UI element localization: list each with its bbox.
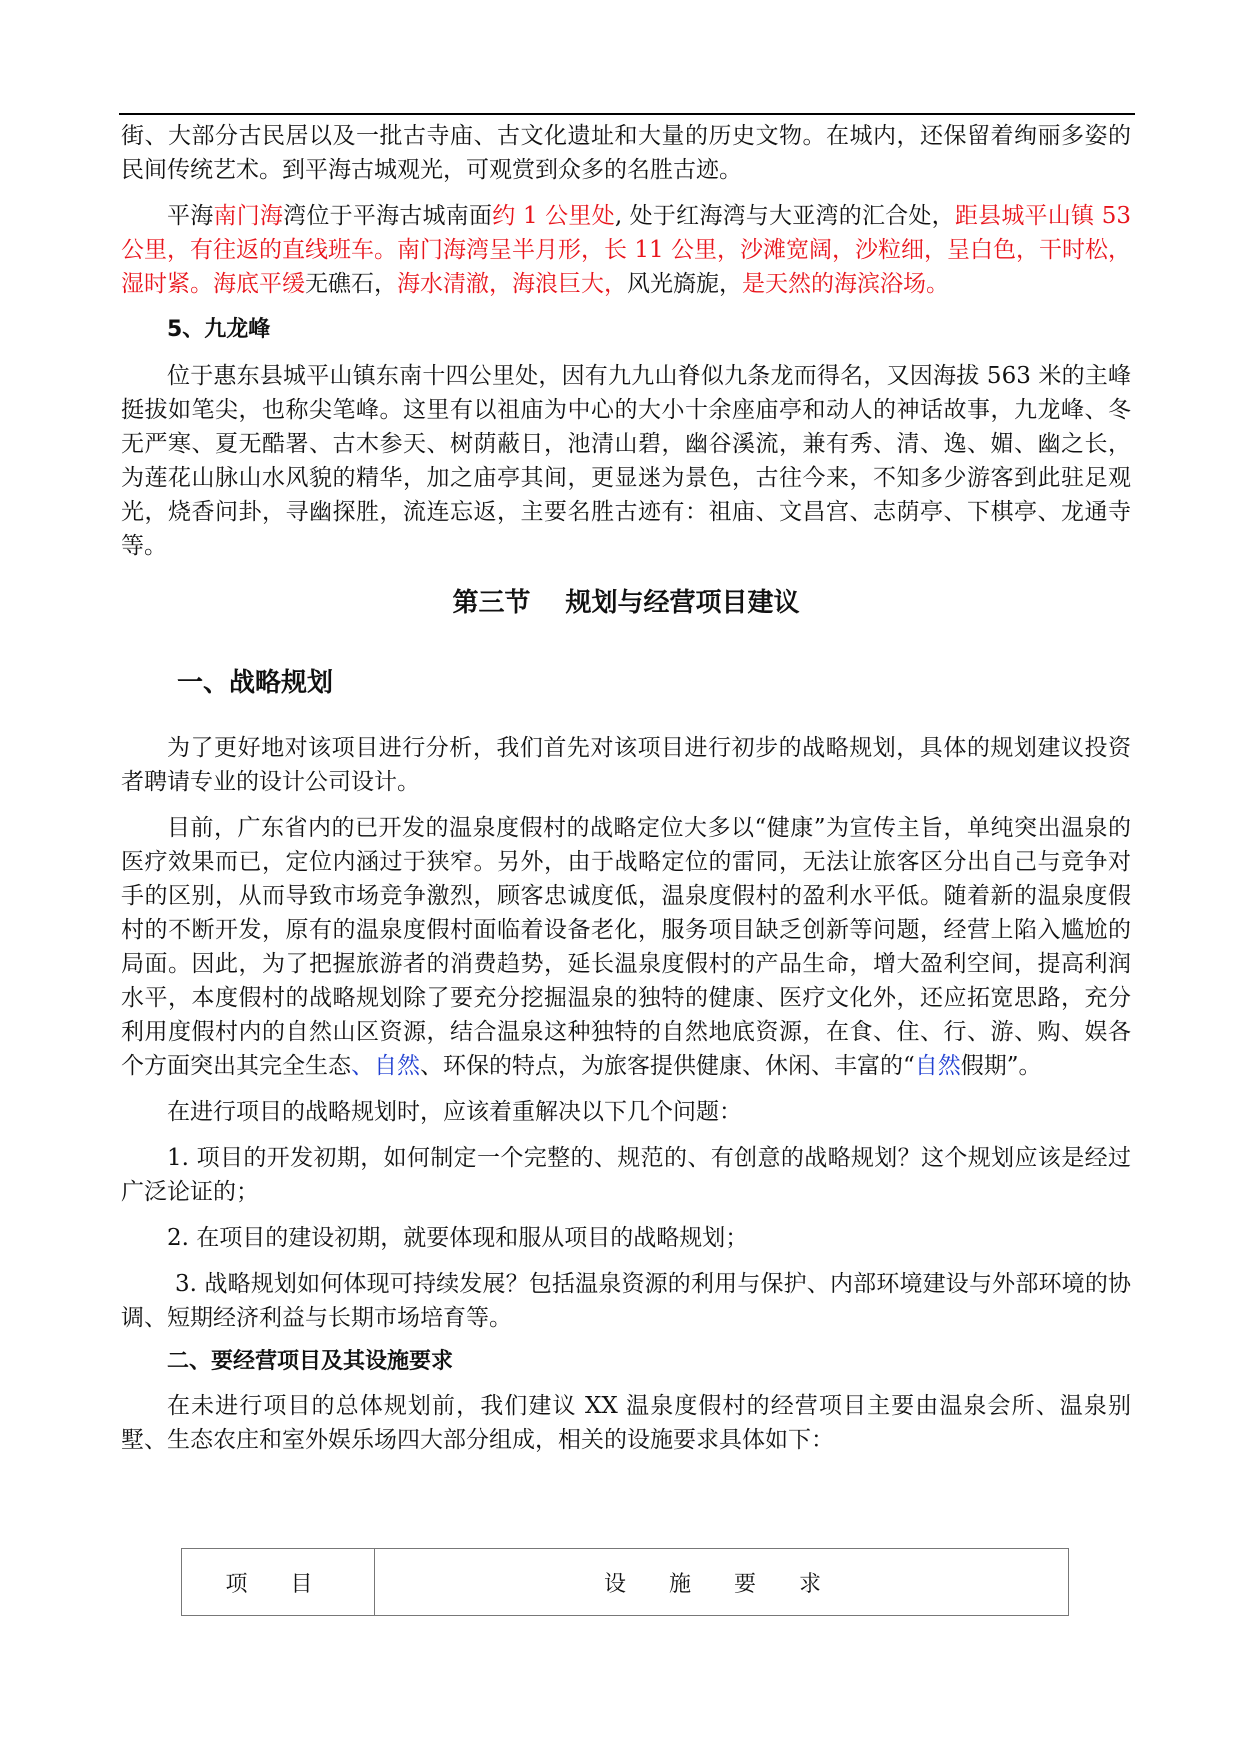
heading-strategy: 一、战略规划: [177, 668, 334, 698]
highlight-text: 自然: [914, 1053, 961, 1079]
text-span: 、环保的特点，为旅客提供健康、休闲、丰富的“: [420, 1053, 915, 1079]
text-span: 湾位于平海古城南面: [283, 203, 493, 229]
highlight-text: 是天然的海滨浴场。: [742, 271, 949, 297]
paragraph-strategy-intro: 为了更好地对该项目进行分析，我们首先对该项目进行初步的战略规划，具体的规划建议投资者聘请专业的设计公司设计。: [121, 735, 1131, 795]
highlight-text: 距县城平山镇 53 公里，有往返的直线班车。南门海湾呈半月形，长 11 公里，沙滩宽阔，沙粒细，呈白色，干时松，湿时紧。海底平缓: [121, 203, 1132, 297]
paragraph-operations-intro: 在未进行项目的总体规划前，我们建议 XX 温泉度假村的经营项目主要由温泉会所、温泉别墅、生态农庄和室外娱乐场四大部分组成，相关的设施要求具体如下：: [121, 1393, 1131, 1453]
table-header-row: [182, 1549, 1069, 1616]
list-item-1: 1. 项目的开发初期，如何制定一个完整的、规范的、有创意的战略规划？这个规划应该是经过广泛论证的；: [121, 1145, 1131, 1205]
highlight-text: 海水清澈，海浪巨大，: [397, 271, 627, 297]
table-header-requirements: 设 施 要 求: [375, 1549, 1069, 1616]
text-span: 无礁石，: [305, 271, 397, 297]
text-span: 目前，广东省内的已开发的温泉度假村的战略定位大多以“健康”为宣传主旨，单纯突出温泉的医疗效果而已，定位内涵过于狭窄。另外，由于战略定位的雷同，无法让旅客区分出自己与竞争对手的区别，从而导致市场竞争激烈，顾客忠诚度低，温泉度假村的盈利水平低。随着新的温泉度假村的不断开发，原有的温泉度假村面临着设备老化，服务项目缺乏创新等问题，经营上陷入尴尬的局面。因此，为了把握旅游者的消费趋势，延长温泉度假村的产品生命，增大盈利空间，提高利润水平，本度假村的战略规划除了要充分挖掘温泉的独特的健康、医疗文化外，还应拓宽思路，充分利用度假村内的自然山区资源，结合温泉这种独特的自然地底资源，在食、住、行、游、购、娱各个方面突出其完全生态: [121, 815, 1131, 1079]
page-content: [121, 119, 1131, 1457]
heading-operations: 二、要经营项目及其设施要求: [167, 1349, 454, 1374]
heading-jiulong-peak: 5、九龙峰: [167, 317, 271, 342]
text-span: 假期”。: [960, 1053, 1042, 1079]
text-span: 平海: [167, 203, 214, 229]
paragraph-jiulong-peak: 位于惠东县城平山镇东南十四公里处，因有九九山脊似九条龙而得名，又因海拔 563 米的主峰挺拔如笔尖，也称尖笔峰。这里有以祖庙为中心的大小十余座庙亭和动人的神话故事，九龙峰、冬无严寒、夏无酷署、古木参天、树荫蔽日，池清山碧，幽谷溪流，兼有秀、清、逸、媚、幽之长，为莲花山脉山水风貌的精华，加之庙亭其间，更显迷为景色，古往今来，不知多少游客到此驻足观光，烧香问卦，寻幽探胜，流连忘返，主要名胜古迹有：祖庙、文昌宫、志荫亭、下棋亭、龙通寺等。: [121, 363, 1131, 559]
list-item-2: 2. 在项目的建设初期，就要体现和服从项目的战略规划；: [167, 1225, 749, 1251]
text-span: 风光旖旎，: [627, 271, 742, 297]
paragraph-nanmenhai-bay: [121, 199, 1131, 301]
paragraph-old-town: 街、大部分古民居以及一批古寺庙、古文化遗址和大量的历史文物。在城内，还保留着绚丽多姿的民间传统艺术。到平海古城观光，可观赏到众多的名胜古迹。: [121, 123, 1131, 183]
section-title: 第三节 规划与经营项目建议: [452, 588, 800, 618]
highlight-text: 南门海: [213, 203, 284, 229]
text-span: , 处于红海湾与大亚湾的汇合处，: [614, 203, 955, 229]
paragraph-strategy-questions: 在进行项目的战略规划时，应该着重解决以下几个问题：: [167, 1099, 742, 1125]
header-rule: [119, 113, 1135, 115]
table-header-item: 项 目: [182, 1549, 375, 1616]
highlight-text: 约 1 公里处: [492, 203, 615, 229]
highlight-text: 、自然: [351, 1053, 420, 1079]
facilities-table: [181, 1548, 1069, 1616]
paragraph-strategy-positioning: [121, 811, 1131, 1083]
list-item-3: 3. 战略规划如何体现可持续发展？包括温泉资源的利用与保护、内部环境建设与外部环境的协调、短期经济利益与长期市场培育等。: [121, 1271, 1131, 1331]
